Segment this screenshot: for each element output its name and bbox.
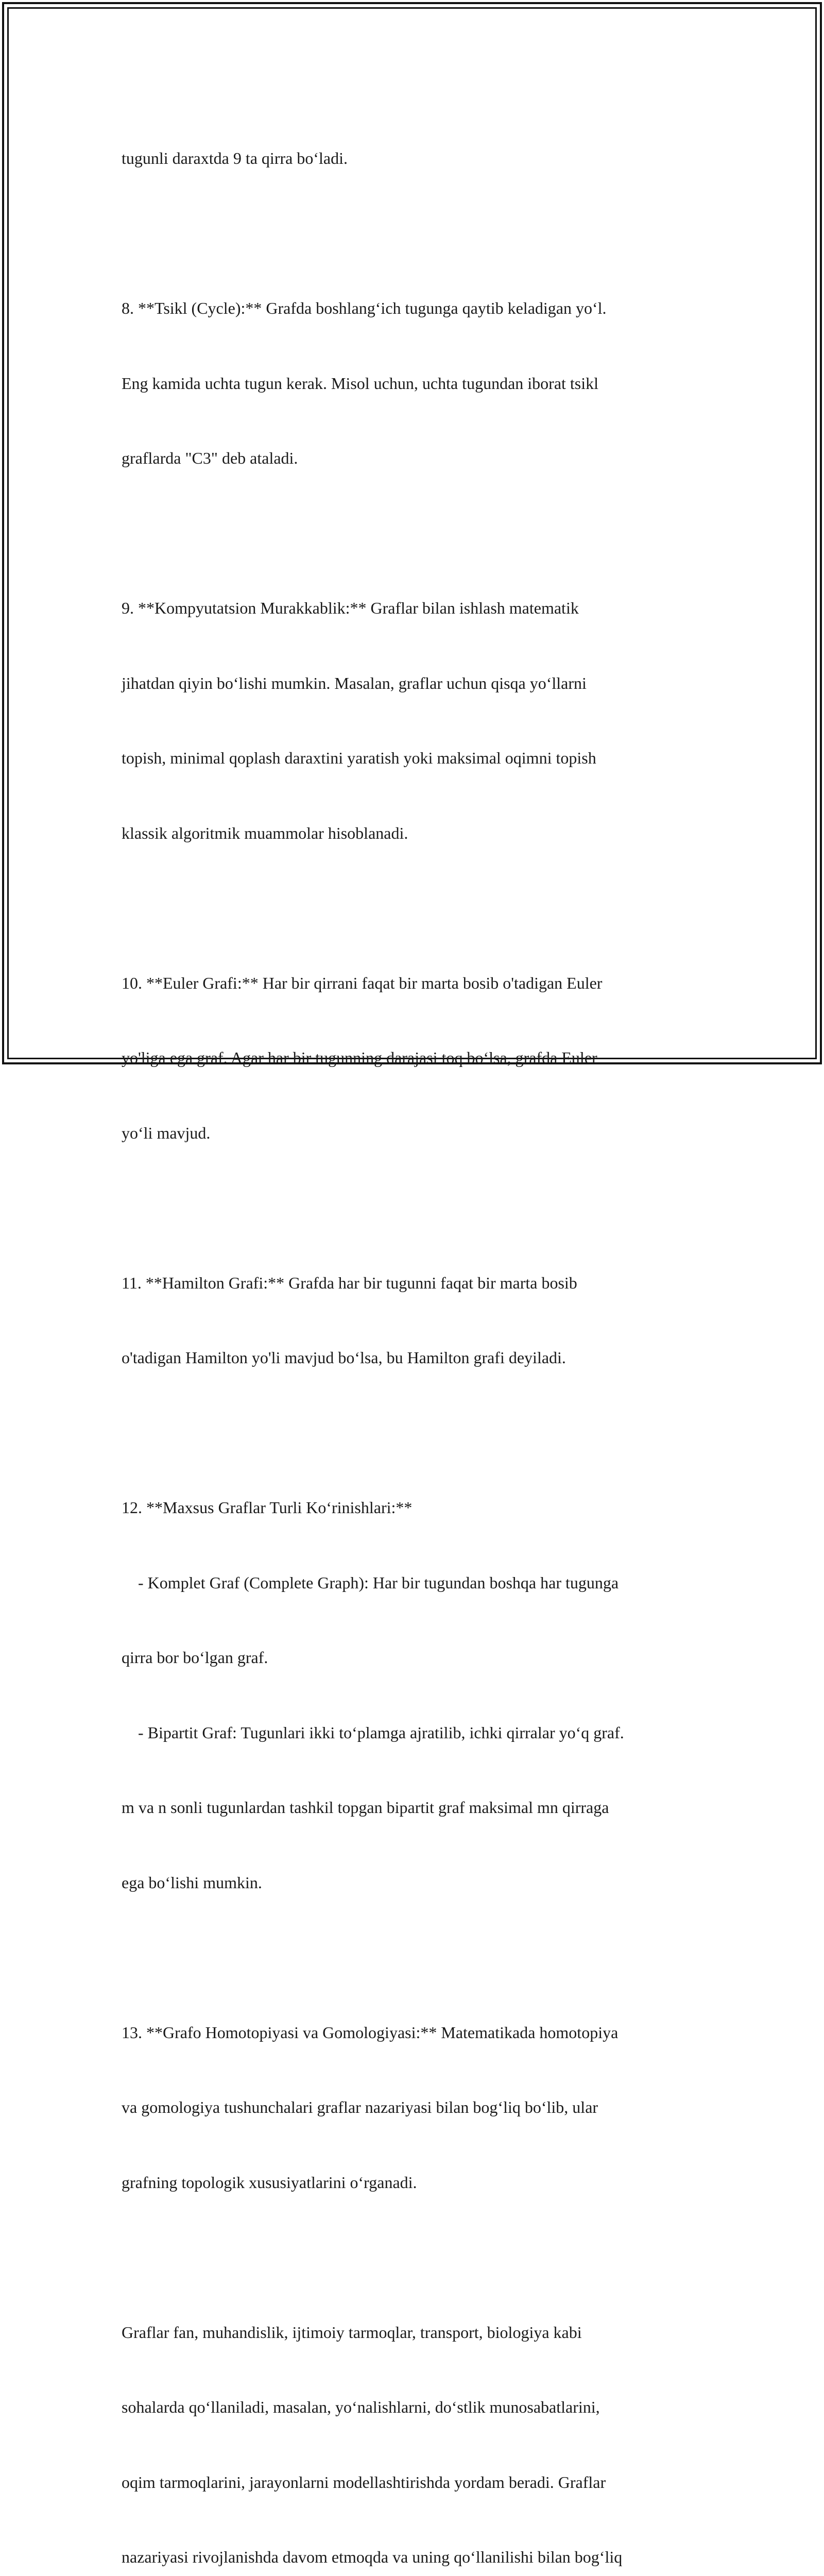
text-line: nazariyasi rivojlanishda davom etmoqda va uning qo‘llanilishi bilan bog‘liq (122, 2545, 703, 2570)
text-line: oqim tarmoqlarini, jarayonlarni modellashtirishda yordam beradi. Graflar (122, 2470, 703, 2495)
text-line: ega bo‘lishi mumkin. (122, 1870, 703, 1895)
paragraph-maxsus-graflar (122, 1445, 703, 1945)
text-line: 11. **Hamilton Grafi:** Grafda har bir tugunni faqat bir marta bosib (122, 1270, 703, 1296)
document-body (122, 96, 703, 2576)
text-line: m va n sonli tugunlardan tashkil topgan bipartit graf maksimal mn qirraga (122, 1795, 703, 1820)
paragraph-euler-grafi (122, 921, 703, 1196)
paragraph-kompyutatsion-murakkablik (122, 546, 703, 895)
text-line: 12. **Maxsus Graflar Turli Ko‘rinishlari:** (122, 1495, 703, 1520)
text-line: 10. **Euler Grafi:** Har bir qirrani faqat bir marta bosib o'tadigan Euler (122, 971, 703, 996)
text-line: klassik algoritmik muammolar hisoblanadi. (122, 821, 703, 846)
text-line: yo'liga ega graf. Agar har bir tugunning darajasi toq bo‘lsa, grafda Euler (122, 1045, 703, 1071)
text-line: topish, minimal qoplash daraxtini yaratish yoki maksimal oqimni topish (122, 745, 703, 771)
text-line: - Komplet Graf (Complete Graph): Har bir tugundan boshqa har tugunga (122, 1570, 703, 1596)
text-line: 8. **Tsikl (Cycle):** Grafda boshlang‘ich tugunga qaytib keladigan yo‘l. (122, 296, 703, 321)
text-line: va gomologiya tushunchalari graflar nazariyasi bilan bog‘liq bo‘lib, ular (122, 2095, 703, 2120)
text-line: Eng kamida uchta tugun kerak. Misol uchun, uchta tugundan iborat tsikl (122, 371, 703, 396)
text-line: jihatdan qiyin bo‘lishi mumkin. Masalan, graflar uchun qisqa yo‘llarni (122, 671, 703, 696)
text-line: 13. **Grafo Homotopiyasi va Gomologiyasi:** Matematikada homotopiya (122, 2020, 703, 2045)
paragraph-conclusion (122, 2270, 703, 2576)
text-line: yo‘li mavjud. (122, 1121, 703, 1146)
text-line: o'tadigan Hamilton yo'li mavjud bo‘lsa, bu Hamilton grafi deyiladi. (122, 1345, 703, 1370)
text-line: 9. **Kompyutatsion Murakkablik:** Graflar bilan ishlash matematik (122, 596, 703, 621)
paragraph-hamilton-grafi (122, 1221, 703, 1420)
text-line: tugunli daraxtda 9 ta qirra bo‘ladi. (122, 146, 703, 171)
text-line: graflarda "C3" deb ataladi. (122, 446, 703, 471)
text-line: grafning topologik xususiyatlarini o‘rganadi. (122, 2170, 703, 2195)
paragraph-daraxt-continuation (122, 96, 703, 221)
paragraph-homotopiya-gomologiya (122, 1970, 703, 2245)
text-line: qirra bor bo‘lgan graf. (122, 1645, 703, 1670)
text-line: Graflar fan, muhandislik, ijtimoiy tarmoqlar, transport, biologiya kabi (122, 2320, 703, 2345)
text-line: sohalarda qo‘llaniladi, masalan, yo‘nalishlarni, do‘stlik munosabatlarini, (122, 2395, 703, 2420)
text-line: - Bipartit Graf: Tugunlari ikki to‘plamga ajratilib, ichki qirralar yo‘q graf. (122, 1720, 703, 1745)
paragraph-tsikl (122, 246, 703, 521)
